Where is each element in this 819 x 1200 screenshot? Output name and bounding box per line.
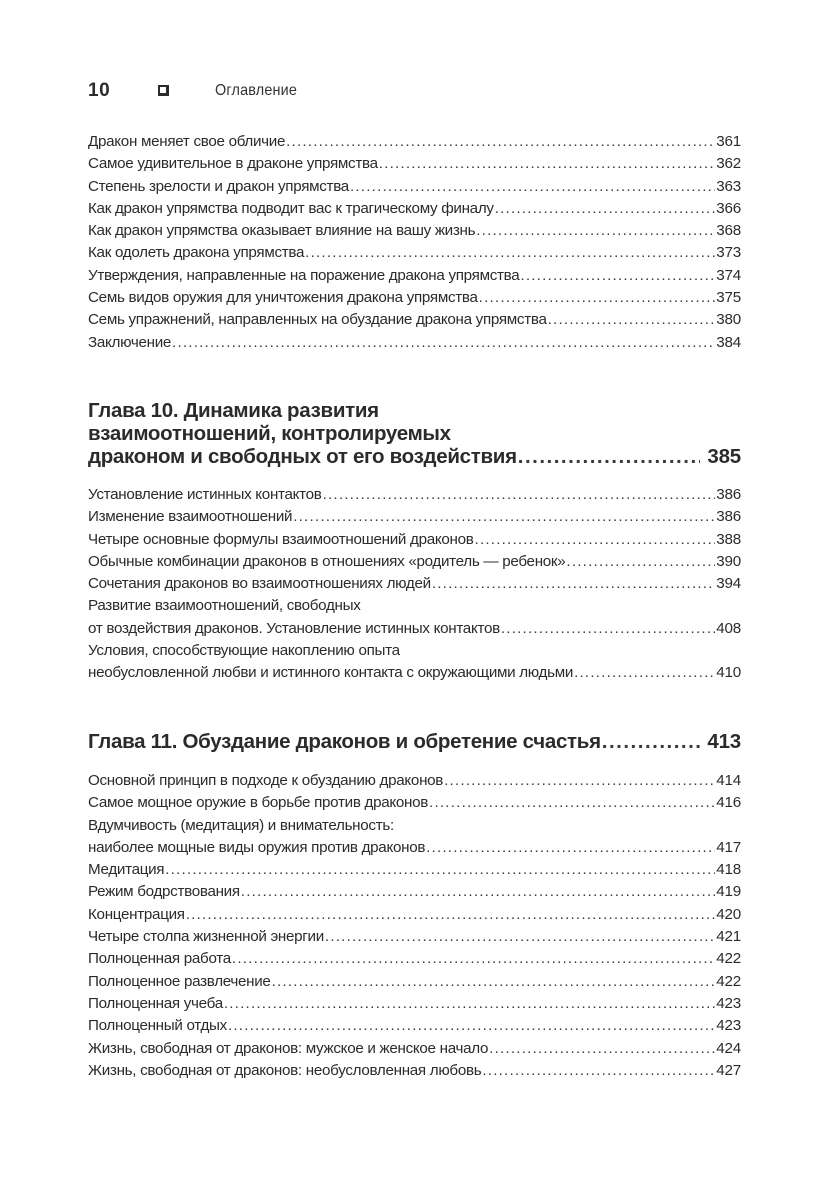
entry-page: 423 <box>716 994 741 1012</box>
toc-entry[interactable] <box>88 770 741 792</box>
leader-dots <box>228 1015 715 1037</box>
entry-page: 373 <box>716 244 741 262</box>
leader-dots <box>426 837 715 859</box>
entry-title: Концентрация <box>88 905 185 923</box>
entry-page: 421 <box>716 928 741 946</box>
leader-dots <box>272 971 716 993</box>
page-number: 10 <box>88 80 111 101</box>
entry-page: 375 <box>716 289 741 307</box>
toc-entry[interactable] <box>88 220 741 242</box>
leader-dots <box>489 1038 715 1060</box>
entry-title: Полноценный отдых <box>88 1017 227 1035</box>
entry-page: 390 <box>716 552 741 570</box>
entry-page: 418 <box>716 861 741 879</box>
toc-entry[interactable] <box>88 551 741 573</box>
entry-title: Полноценная учеба <box>88 994 223 1012</box>
chapter-page: 385 <box>707 445 741 468</box>
entry-page: 384 <box>716 333 741 351</box>
entry-page: 366 <box>716 199 741 217</box>
entry-title-line: наиболее мощные виды оружия против драконов <box>88 838 426 856</box>
entry-page: 424 <box>716 1039 741 1057</box>
entry-title: Самое мощное оружие в борьбе против драконов <box>88 794 429 812</box>
entry-title: Сочетания драконов во взаимоотношениях людей <box>88 575 431 593</box>
entry-title: Четыре столпа жизненной энергии <box>88 928 324 946</box>
leader-dots <box>293 506 715 528</box>
toc-entry-multiline[interactable] <box>88 640 741 685</box>
toc-entry[interactable] <box>88 1015 741 1037</box>
toc-entry[interactable] <box>88 926 741 948</box>
entry-page: 423 <box>716 1017 741 1035</box>
entry-title: Как дракон упрямства подводит вас к трагическому финалу <box>88 199 494 217</box>
leader-dots <box>518 445 701 468</box>
entry-page: 420 <box>716 905 741 923</box>
entry-page: 363 <box>716 177 741 195</box>
toc-entry[interactable] <box>88 881 741 903</box>
entry-title: Как одолеть дракона упрямства <box>88 244 305 262</box>
toc-entry[interactable] <box>88 792 741 814</box>
leader-dots <box>482 1060 715 1082</box>
toc-entry[interactable] <box>88 529 741 551</box>
entry-page: 417 <box>716 838 741 856</box>
entry-page: 386 <box>716 486 741 503</box>
leader-dots <box>325 926 715 948</box>
entry-page: 368 <box>716 222 741 240</box>
leader-dots <box>429 792 715 814</box>
entry-title: Как дракон упрямства оказывает влияние на вашу жизнь <box>88 222 476 240</box>
toc-entry[interactable] <box>88 265 741 287</box>
leader-dots <box>379 153 716 175</box>
chapter-title-line: Глава 10. Динамика развития <box>88 399 379 422</box>
entry-title: Основной принцип в подходе к обузданию драконов <box>88 772 444 789</box>
toc-entry[interactable] <box>88 484 741 506</box>
entry-title: Полноценное развлечение <box>88 972 271 990</box>
entry-title: Жизнь, свободная от драконов: мужское и женское начало <box>88 1039 489 1057</box>
leader-dots <box>548 309 716 331</box>
toc-section-continued <box>88 131 741 354</box>
entry-title: Изменение взаимоотношений <box>88 508 293 526</box>
entry-page: 422 <box>716 950 741 968</box>
entry-page: 361 <box>716 133 741 150</box>
entry-page: 380 <box>716 311 741 329</box>
entry-title: Обычные комбинации драконов в отношениях «родитель — ребенок» <box>88 552 566 570</box>
entry-title-line: Условия, способствующие накоплению опыта <box>88 642 400 660</box>
entry-page: 410 <box>716 664 741 682</box>
entry-title: Жизнь, свободная от драконов: необусловленная любовь <box>88 1061 482 1079</box>
entry-title: Полноценная работа <box>88 950 231 968</box>
entry-title: Самое удивительное в драконе упрямства <box>88 155 378 173</box>
page-header <box>88 78 306 104</box>
chapter-11-heading[interactable] <box>88 730 741 753</box>
toc-entry[interactable] <box>88 904 741 926</box>
leader-dots <box>475 529 716 551</box>
leader-dots <box>186 904 716 926</box>
running-title: Оглавление <box>215 82 298 99</box>
entry-page: 386 <box>716 508 741 526</box>
entry-title: Четыре основные формулы взаимоотношений драконов <box>88 530 474 548</box>
leader-dots <box>350 176 715 198</box>
entry-page: 362 <box>716 155 741 173</box>
entry-title: Установление истинных контактов <box>88 486 322 503</box>
entry-page: 419 <box>716 883 741 901</box>
toc-entry[interactable] <box>88 332 741 354</box>
entry-title: Медитация <box>88 861 165 879</box>
leader-dots <box>520 265 715 287</box>
leader-dots <box>224 993 715 1015</box>
toc-entry[interactable] <box>88 573 741 595</box>
toc-chapter-11-entries <box>88 770 741 1082</box>
entry-page: 394 <box>716 575 741 593</box>
toc-entry[interactable] <box>88 993 741 1015</box>
checkbox-square-icon <box>158 85 169 96</box>
toc-entry[interactable] <box>88 859 741 881</box>
toc-entry[interactable] <box>88 1038 741 1060</box>
chapter-page: 413 <box>707 730 741 753</box>
leader-dots <box>602 730 701 753</box>
toc-entry[interactable] <box>88 153 741 175</box>
entry-page: 388 <box>716 530 741 548</box>
entry-title-line: необусловленной любви и истинного контакта с окружающими людьми <box>88 664 574 682</box>
leader-dots <box>501 618 715 640</box>
toc-entry[interactable] <box>88 198 741 220</box>
leader-dots <box>432 573 715 595</box>
entry-page: 416 <box>716 794 741 812</box>
leader-dots <box>286 131 715 153</box>
toc-chapter-10-entries <box>88 484 741 685</box>
toc-entry[interactable] <box>88 1060 741 1082</box>
entry-page: 374 <box>716 266 741 284</box>
entry-title-line: Развитие взаимоотношений, свободных <box>88 597 361 615</box>
entry-page: 414 <box>716 772 741 789</box>
chapter-title-line: драконом и свободных от его воздействия <box>88 445 517 468</box>
toc-entry[interactable] <box>88 971 741 993</box>
leader-dots <box>232 948 715 970</box>
leader-dots <box>444 770 715 792</box>
leader-dots <box>305 242 715 264</box>
toc-entry-multiline[interactable] <box>88 595 741 640</box>
leader-dots <box>566 551 715 573</box>
leader-dots <box>476 220 715 242</box>
entry-title: Семь видов оружия для уничтожения дракона упрямства <box>88 289 478 307</box>
toc-entry[interactable] <box>88 309 741 331</box>
toc-entry[interactable] <box>88 176 741 198</box>
entry-page: 408 <box>716 619 741 637</box>
chapter-10-heading[interactable] <box>88 399 741 468</box>
entry-title: Дракон меняет свое обличие <box>88 133 286 150</box>
chapter-title-line: взаимоотношений, контролируемых <box>88 422 451 445</box>
toc-entry[interactable] <box>88 287 741 309</box>
entry-title: Заключение <box>88 333 172 351</box>
leader-dots <box>323 484 716 506</box>
chapter-title: Глава 11. Обуздание драконов и обретение счастья <box>88 730 601 753</box>
leader-dots <box>241 881 715 903</box>
entry-title: Режим бодрствования <box>88 883 240 901</box>
entry-page: 422 <box>716 972 741 990</box>
leader-dots <box>172 332 715 354</box>
entry-title-line: Вдумчивость (медитация) и внимательность: <box>88 816 394 834</box>
leader-dots <box>495 198 716 220</box>
entry-title: Утверждения, направленные на поражение дракона упрямства <box>88 266 520 284</box>
toc-entry[interactable] <box>88 242 741 264</box>
leader-dots <box>165 859 715 881</box>
leader-dots <box>574 662 715 684</box>
leader-dots <box>479 287 716 309</box>
entry-title: Семь упражнений, направленных на обуздание дракона упрямства <box>88 311 547 329</box>
toc-entry-multiline[interactable] <box>88 815 741 860</box>
toc-entry[interactable] <box>88 948 741 970</box>
entry-title: Степень зрелости и дракон упрямства <box>88 177 349 195</box>
toc-entry[interactable] <box>88 506 741 528</box>
entry-page: 427 <box>716 1061 741 1079</box>
entry-title-line: от воздействия драконов. Установление истинных контактов <box>88 619 500 637</box>
toc-entry[interactable] <box>88 131 741 153</box>
